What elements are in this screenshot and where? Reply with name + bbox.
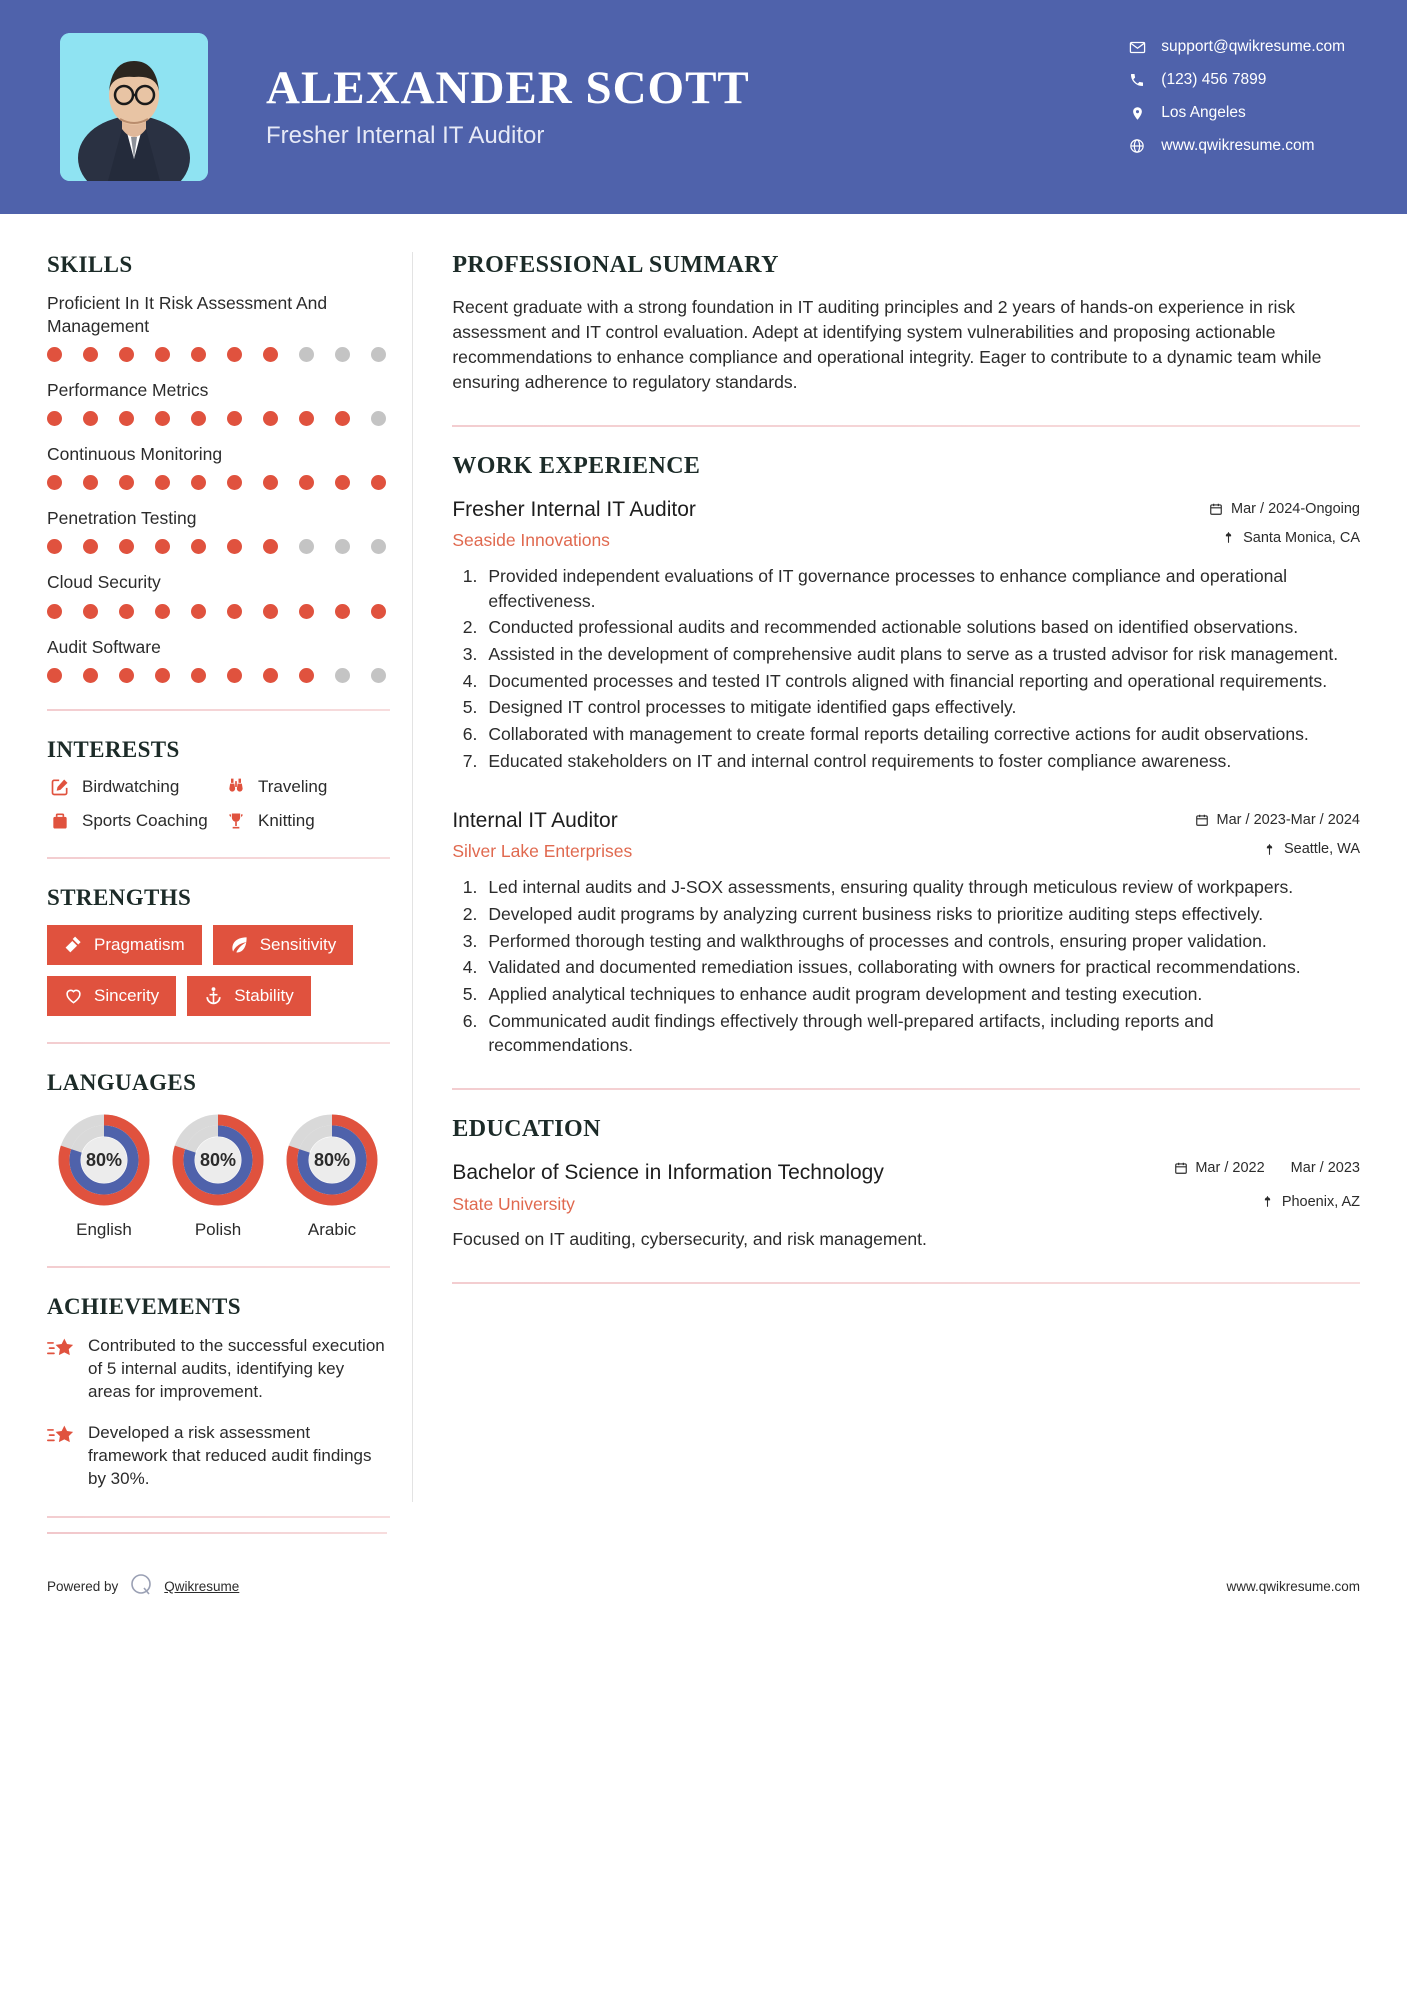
- interest-item: [223, 811, 390, 831]
- languages-section: [47, 1070, 390, 1240]
- experience-dates-value: Mar / 2023-Mar / 2024: [1216, 812, 1360, 829]
- experience-header: [452, 807, 1360, 862]
- achievements-section: [47, 1294, 390, 1491]
- strengths-title: STRENGTHS: [47, 884, 192, 910]
- rating-dot-filled: [119, 347, 134, 362]
- contact-email-value: support@qwikresume.com: [1161, 38, 1345, 55]
- rating-dot-filled: [263, 475, 278, 490]
- education-section: [452, 1116, 1360, 1252]
- rating-dot-filled: [83, 604, 98, 619]
- footer-brand-block: [47, 1572, 239, 1601]
- experience-bullet: 4. Documented processes and tested IT controls aligned with financial reporting and operational requirements.: [482, 669, 1360, 694]
- job-title: Fresher Internal IT Auditor: [266, 122, 545, 150]
- experience-role: Fresher Internal IT Auditor: [452, 497, 696, 521]
- rating-dot-filled: [155, 347, 170, 362]
- interest-label: Traveling: [258, 776, 328, 796]
- main-column: [412, 214, 1407, 1310]
- skill-item: [47, 507, 390, 554]
- experience-bullets: [452, 875, 1360, 1057]
- skill-rating: [47, 539, 390, 554]
- skill-rating: [47, 411, 390, 426]
- phone-icon: [1125, 72, 1149, 88]
- education-title: EDUCATION: [452, 1115, 601, 1142]
- experience-bullet: 5. Designed IT control processes to mitigate identified gaps effectively.: [482, 695, 1360, 720]
- strength-label: Sincerity: [94, 985, 160, 1005]
- experience-bullet: 3. Performed thorough testing and walkthroughs of processes and controls, ensuring proper validation.: [482, 929, 1360, 954]
- globe-icon: [1125, 138, 1149, 154]
- education-start: [1174, 1159, 1264, 1178]
- education-meta: [1174, 1159, 1360, 1210]
- rating-dot-filled: [299, 475, 314, 490]
- skill-rating: [47, 347, 390, 362]
- svg-text:80%: 80%: [313, 1149, 351, 1170]
- education-description: Focused on IT auditing, cybersecurity, and risk management.: [452, 1229, 927, 1250]
- education-location-value: Phoenix, AZ: [1281, 1193, 1360, 1210]
- star-shooting-icon: [47, 1337, 77, 1366]
- rating-dot-filled: [299, 411, 314, 426]
- identity-block: [266, 61, 750, 150]
- divider: [47, 1516, 390, 1518]
- rating-dot-filled: [335, 604, 350, 619]
- heart-icon: [64, 986, 83, 1005]
- rating-dot-filled: [263, 539, 278, 554]
- education-school: State University: [452, 1194, 575, 1215]
- avatar: [60, 33, 208, 181]
- interests-section: [47, 737, 390, 831]
- divider: [452, 425, 1360, 427]
- rating-dot-empty: [335, 347, 350, 362]
- experience-dates-value: Mar / 2024-Ongoing: [1231, 500, 1360, 517]
- rating-dot-empty: [335, 668, 350, 683]
- contact-location-value: Los Angeles: [1161, 104, 1246, 121]
- binoculars-icon: [223, 777, 249, 797]
- rating-dot-filled: [155, 668, 170, 683]
- calendar-icon: [1195, 813, 1209, 827]
- skills-section: [47, 252, 390, 683]
- education-dates: [1174, 1159, 1360, 1178]
- location-pin-icon: [1261, 1194, 1274, 1209]
- rating-dot-empty: [335, 539, 350, 554]
- contact-phone[interactable]: [1125, 71, 1345, 89]
- education-degree: Bachelor of Science in Information Technology: [452, 1160, 884, 1184]
- rating-dot-empty: [299, 347, 314, 362]
- rating-dot-empty: [299, 539, 314, 554]
- strength-label: Pragmatism: [94, 934, 185, 954]
- interest-item: [47, 777, 219, 797]
- rating-dot-filled: [47, 539, 62, 554]
- rating-dot-filled: [47, 475, 62, 490]
- experience-bullet: 2. Developed audit programs by analyzing current business risks to prioritize auditing steps effectively.: [482, 902, 1360, 927]
- rating-dot-filled: [371, 604, 386, 619]
- rating-dot-filled: [83, 475, 98, 490]
- experience-bullet: 7. Educated stakeholders on IT and internal control requirements to foster compliance awareness.: [482, 749, 1360, 774]
- experience-bullet: 1. Provided independent evaluations of IT governance processes to enhance compliance and operational effectiveness.: [482, 564, 1360, 613]
- powered-by-label: Powered by: [47, 1578, 119, 1594]
- contact-list: [1125, 38, 1345, 155]
- rating-dot-filled: [335, 475, 350, 490]
- trophy-icon: [223, 811, 249, 831]
- anchor-icon: [204, 986, 223, 1005]
- language-donut-chart: [282, 1110, 382, 1210]
- skill-item: [47, 636, 390, 683]
- strength-tag: [47, 925, 202, 965]
- rating-dot-filled: [155, 475, 170, 490]
- contact-email[interactable]: [1125, 38, 1345, 56]
- interest-label: Sports Coaching: [82, 810, 208, 830]
- location-pin-icon: [1125, 105, 1149, 122]
- footer-divider: [47, 1532, 387, 1534]
- calendar-icon: [1209, 502, 1223, 516]
- achievement-text: Developed a risk assessment framework that reduced audit findings by 30%.: [88, 1422, 372, 1489]
- experience-title-block: [452, 807, 1194, 862]
- language-item: [47, 1110, 161, 1240]
- rating-dot-filled: [155, 411, 170, 426]
- language-label: Arabic: [307, 1219, 357, 1239]
- achievements-title: ACHIEVEMENTS: [47, 1293, 241, 1319]
- skill-rating: [47, 668, 390, 683]
- contact-location[interactable]: [1125, 104, 1345, 122]
- rating-dot-filled: [191, 604, 206, 619]
- education-end-date: Mar / 2023: [1290, 1159, 1360, 1176]
- language-label: Polish: [194, 1219, 242, 1239]
- rating-dot-filled: [371, 475, 386, 490]
- sidebar: [0, 214, 412, 1532]
- skills-list: [47, 292, 390, 683]
- rating-dot-filled: [191, 347, 206, 362]
- skill-item: [47, 571, 390, 618]
- language-item: [161, 1110, 275, 1240]
- pencil-square-icon: [47, 777, 73, 797]
- spacer: [452, 779, 1360, 807]
- strengths-section: [47, 885, 390, 1016]
- work-experience-title: WORK EXPERIENCE: [452, 452, 701, 479]
- experience-bullet: 1. Led internal audits and J-SOX assessments, ensuring quality through meticulous review of workpapers.: [482, 875, 1360, 900]
- resume-body: [0, 214, 1407, 1532]
- experience-header: [452, 496, 1360, 551]
- education-start-date: Mar / 2022: [1195, 1159, 1265, 1176]
- interest-item: [47, 811, 219, 831]
- qwikresume-link[interactable]: Qwikresume: [164, 1578, 240, 1594]
- calendar-icon: [1174, 1161, 1188, 1175]
- education-location: [1174, 1194, 1360, 1210]
- rating-dot-filled: [47, 604, 62, 619]
- interest-item: [223, 777, 390, 797]
- rating-dot-filled: [47, 411, 62, 426]
- rating-dot-filled: [83, 347, 98, 362]
- languages-title: LANGUAGES: [47, 1069, 197, 1095]
- rating-dot-empty: [371, 539, 386, 554]
- page-title: ALEXANDER SCOTT: [266, 61, 750, 114]
- skill-rating: [47, 604, 390, 619]
- work-experience-section: [452, 453, 1360, 1058]
- rating-dot-filled: [299, 668, 314, 683]
- skill-rating: [47, 475, 390, 490]
- rating-dot-filled: [227, 604, 242, 619]
- location-pin-icon: [1222, 530, 1235, 545]
- rating-dot-filled: [191, 411, 206, 426]
- rating-dot-filled: [191, 539, 206, 554]
- achievements-list: [47, 1334, 390, 1491]
- rating-dot-empty: [371, 347, 386, 362]
- experience-location-value: Santa Monica, CA: [1243, 529, 1360, 546]
- interest-label: Knitting: [258, 810, 315, 830]
- rating-dot-filled: [155, 604, 170, 619]
- briefcase-icon: [47, 811, 73, 831]
- experience-company: Seaside Innovations: [452, 530, 610, 551]
- divider: [47, 1042, 390, 1044]
- rating-dot-filled: [155, 539, 170, 554]
- skill-item: [47, 379, 390, 426]
- experience-bullet: 6. Communicated audit findings effectively through well-prepared artifacts, including reports and recommendations.: [482, 1009, 1360, 1058]
- achievement-item: [47, 1334, 390, 1403]
- strength-label: Stability: [234, 985, 294, 1005]
- gavel-icon: [64, 935, 83, 954]
- rating-dot-filled: [227, 475, 242, 490]
- rating-dot-filled: [227, 539, 242, 554]
- strengths-list: [47, 925, 390, 1016]
- divider: [47, 857, 390, 859]
- experience-title-block: [452, 496, 1209, 551]
- experience-bullet: 4. Validated and documented remediation issues, collaborating with owners for practical recommendations.: [482, 955, 1360, 980]
- rating-dot-filled: [47, 668, 62, 683]
- skill-item: [47, 292, 390, 362]
- rating-dot-filled: [263, 347, 278, 362]
- experience-dates: [1195, 812, 1360, 828]
- divider: [47, 1266, 390, 1268]
- rating-dot-filled: [335, 411, 350, 426]
- rating-dot-filled: [227, 347, 242, 362]
- rating-dot-filled: [83, 539, 98, 554]
- footer: [0, 1556, 1407, 1616]
- strength-tag: [47, 976, 176, 1016]
- language-donut-chart: [54, 1110, 154, 1210]
- contact-website-value: www.qwikresume.com: [1161, 137, 1315, 154]
- interests-title: INTERESTS: [47, 736, 180, 762]
- contact-website[interactable]: [1125, 137, 1345, 155]
- experience-bullets: [452, 564, 1360, 773]
- contact-phone-value: (123) 456 7899: [1161, 71, 1267, 88]
- strength-tag: [213, 925, 354, 965]
- rating-dot-filled: [191, 668, 206, 683]
- experience-meta: [1195, 807, 1360, 857]
- achievement-item: [47, 1421, 390, 1490]
- skill-label: Audit Software: [47, 636, 161, 657]
- resume-header: [0, 0, 1407, 214]
- rating-dot-filled: [119, 668, 134, 683]
- rating-dot-filled: [263, 411, 278, 426]
- divider: [452, 1282, 1360, 1284]
- education-entry: [452, 1159, 1360, 1215]
- location-pin-icon: [1263, 842, 1276, 857]
- experience-location: [1195, 841, 1360, 857]
- skill-item: [47, 443, 390, 490]
- rating-dot-filled: [227, 668, 242, 683]
- language-label: English: [76, 1219, 132, 1239]
- education-left: [452, 1159, 884, 1215]
- skill-label: Penetration Testing: [47, 508, 197, 529]
- rating-dot-empty: [371, 668, 386, 683]
- footer-website: www.qwikresume.com: [1226, 1578, 1360, 1594]
- skills-title: SKILLS: [47, 252, 133, 277]
- summary-text: Recent graduate with a strong foundation in IT auditing principles and 2 years of hands-on experience in risk assessment and IT control evaluation. Adept at identifying system vulnerabilities and proposing actionable recommendations to enhance compliance and operational integrity. Eager to contribute to a dynamic team while ensuring adherence to regulatory standards.: [452, 297, 1322, 392]
- rating-dot-filled: [119, 411, 134, 426]
- interests-list: [47, 777, 390, 831]
- profile-photo-icon: [60, 33, 208, 181]
- summary-title: PROFESSIONAL SUMMARY: [452, 252, 779, 278]
- divider: [452, 1088, 1360, 1090]
- leaf-icon: [230, 935, 249, 954]
- languages-list: [47, 1110, 390, 1240]
- svg-text:80%: 80%: [85, 1149, 123, 1170]
- rating-dot-filled: [119, 604, 134, 619]
- rating-dot-filled: [191, 475, 206, 490]
- rating-dot-filled: [83, 411, 98, 426]
- rating-dot-filled: [47, 347, 62, 362]
- experience-company: Silver Lake Enterprises: [452, 841, 633, 862]
- rating-dot-filled: [263, 604, 278, 619]
- experience-bullet: 6. Collaborated with management to create formal reports detailing corrective actions for audit observations.: [482, 722, 1360, 747]
- experience-meta: [1209, 496, 1360, 546]
- svg-text:80%: 80%: [199, 1149, 237, 1170]
- language-donut-chart: [168, 1110, 268, 1210]
- interest-label: Birdwatching: [82, 776, 180, 796]
- experience-entry: [452, 807, 1360, 1058]
- star-shooting-icon: [47, 1424, 77, 1453]
- strength-tag: [187, 976, 311, 1016]
- experience-dates: [1209, 501, 1360, 517]
- divider: [47, 709, 390, 711]
- rating-dot-empty: [371, 411, 386, 426]
- qwikresume-logo-icon: [128, 1572, 154, 1601]
- experience-entry: [452, 496, 1360, 773]
- experience-bullet: 5. Applied analytical techniques to enhance audit program development and testing execution.: [482, 982, 1360, 1007]
- skill-label: Continuous Monitoring: [47, 444, 223, 465]
- mail-icon: [1125, 39, 1149, 56]
- experience-bullet: 2. Conducted professional audits and recommended actionable solutions based on identified observations.: [482, 615, 1360, 640]
- skill-label: Cloud Security: [47, 572, 161, 593]
- language-item: [275, 1110, 389, 1240]
- education-end: [1291, 1159, 1360, 1178]
- skill-label: Performance Metrics: [47, 380, 209, 401]
- experience-list: [452, 496, 1360, 1058]
- strength-label: Sensitivity: [259, 934, 337, 954]
- skill-label: Proficient In It Risk Assessment And Management: [47, 293, 328, 337]
- rating-dot-filled: [119, 475, 134, 490]
- rating-dot-filled: [83, 668, 98, 683]
- rating-dot-filled: [119, 539, 134, 554]
- achievement-text: Contributed to the successful execution of 5 internal audits, identifying key areas for improvement.: [88, 1335, 385, 1401]
- experience-location: [1209, 530, 1360, 546]
- experience-role: Internal IT Auditor: [452, 809, 618, 833]
- rating-dot-filled: [299, 604, 314, 619]
- experience-bullet: 3. Assisted in the development of comprehensive audit plans to serve as a trusted advisor for risk management.: [482, 642, 1360, 667]
- summary-section: [452, 252, 1360, 395]
- rating-dot-filled: [263, 668, 278, 683]
- experience-location-value: Seattle, WA: [1283, 841, 1360, 858]
- rating-dot-filled: [227, 411, 242, 426]
